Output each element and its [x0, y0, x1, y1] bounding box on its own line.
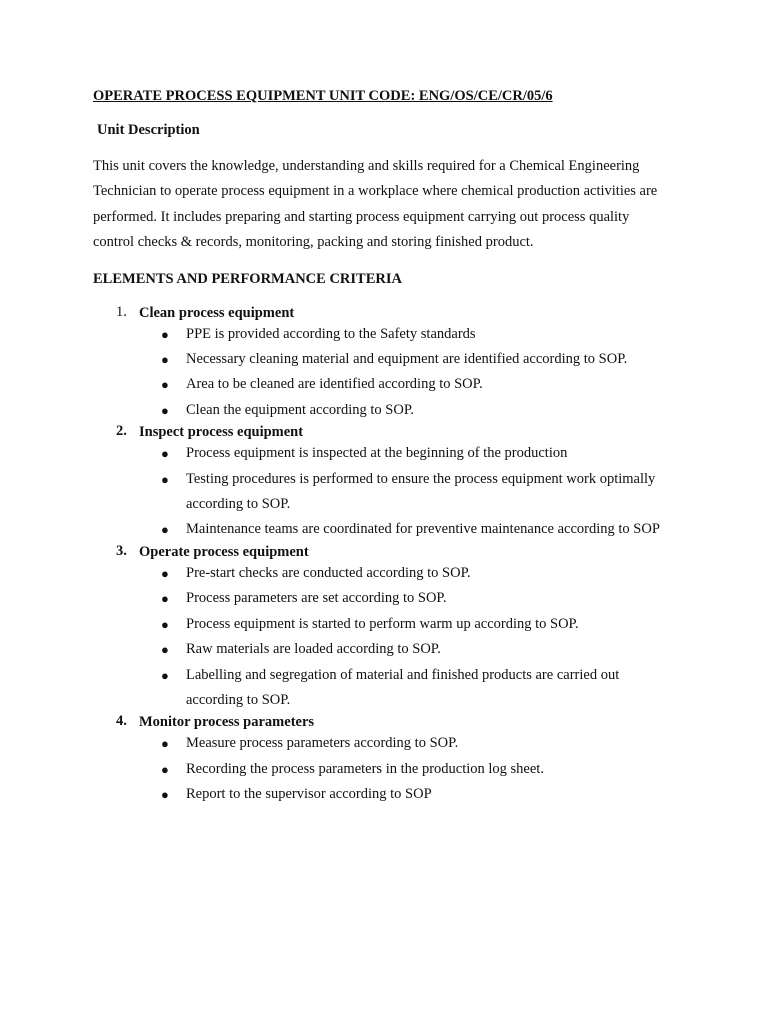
document-title: OPERATE PROCESS EQUIPMENT UNIT CODE: ENG/OS/CE/CR/05/6	[93, 88, 553, 104]
criterion-item	[139, 467, 673, 518]
criteria-list	[139, 561, 673, 713]
criterion-item	[139, 612, 673, 637]
criterion-item	[139, 637, 673, 662]
criterion-text: Measure process parameters according to SOP.	[186, 735, 459, 752]
criterion-text: Recording the process parameters in the production log sheet.	[186, 760, 544, 777]
bullet-icon: ●	[161, 667, 169, 683]
criterion-item	[139, 757, 673, 782]
elements-heading: ELEMENTS AND PERFORMANCE CRITERIA	[93, 270, 402, 287]
criteria-list	[139, 322, 673, 424]
element-title: Clean process equipment	[139, 304, 295, 321]
element-number: 1.	[116, 303, 127, 320]
element-number: 3.	[116, 542, 127, 559]
criterion-item	[139, 517, 673, 542]
bullet-icon: ●	[161, 616, 169, 632]
bullet-icon: ●	[161, 352, 169, 368]
criterion-text: Process parameters are set according to SOP.	[186, 590, 447, 607]
bullet-icon: ●	[161, 591, 169, 607]
criteria-list	[139, 441, 673, 543]
criterion-item	[139, 731, 673, 756]
bullet-icon: ●	[161, 565, 169, 581]
criterion-text: Report to the supervisor according to SOP	[186, 786, 432, 803]
element-item	[93, 423, 673, 543]
criterion-item	[139, 782, 673, 807]
unit-description-paragraph: This unit covers the knowledge, understanding and skills required for a Chemical Engineering Technician to operate process equipment in a workplace where chemical production activities are performed. It includes preparing and starting process equipment carrying out process quality control checks & records, monitoring, packing and storing finished product.	[93, 158, 658, 251]
bullet-icon: ●	[161, 446, 169, 462]
bullet-icon: ●	[161, 787, 169, 803]
criterion-text: Raw materials are loaded according to SOP.	[186, 641, 441, 658]
element-title: Inspect process equipment	[139, 424, 304, 441]
criteria-list	[139, 731, 673, 807]
criterion-item	[139, 663, 673, 714]
criterion-item	[139, 322, 673, 347]
criterion-item	[139, 347, 673, 372]
bullet-icon: ●	[161, 471, 169, 487]
bullet-icon: ●	[161, 402, 169, 418]
bullet-icon: ●	[161, 642, 169, 658]
bullet-icon: ●	[161, 761, 169, 777]
criterion-text: Process equipment is started to perform warm up according to SOP.	[186, 615, 579, 632]
criterion-item	[139, 398, 673, 423]
unit-description-heading: Unit Description	[97, 122, 200, 138]
criterion-text: Maintenance teams are coordinated for preventive maintenance according to SOP	[186, 521, 660, 538]
bullet-icon: ●	[161, 522, 169, 538]
element-number: 2.	[116, 423, 127, 440]
criterion-text: Testing procedures is performed to ensure the process equipment work optimally according to SOP.	[186, 470, 656, 513]
bullet-icon: ●	[161, 326, 169, 342]
element-item	[93, 304, 673, 424]
criterion-text: Area to be cleaned are identified according to SOP.	[186, 376, 483, 393]
criterion-text: Process equipment is inspected at the beginning of the production	[186, 445, 568, 462]
criterion-text: Clean the equipment according to SOP.	[186, 401, 414, 418]
criterion-text: PPE is provided according to the Safety standards	[186, 325, 476, 342]
element-title: Operate process equipment	[139, 543, 309, 560]
document-page	[93, 86, 673, 808]
criterion-item	[139, 586, 673, 611]
criterion-item	[139, 561, 673, 586]
criterion-text: Labelling and segregation of material and finished products are carried out according to SOP.	[186, 666, 620, 708]
element-title: Monitor process parameters	[139, 714, 315, 731]
bullet-icon: ●	[161, 377, 169, 393]
elements-list	[93, 304, 673, 808]
criterion-text: Necessary cleaning material and equipment are identified according to SOP.	[186, 351, 628, 368]
criterion-item	[139, 441, 673, 466]
criterion-item	[139, 372, 673, 397]
criterion-text: Pre-start checks are conducted according to SOP.	[186, 564, 471, 581]
element-item	[93, 543, 673, 713]
element-number: 4.	[116, 713, 127, 730]
element-item	[93, 713, 673, 807]
bullet-icon: ●	[161, 736, 169, 752]
